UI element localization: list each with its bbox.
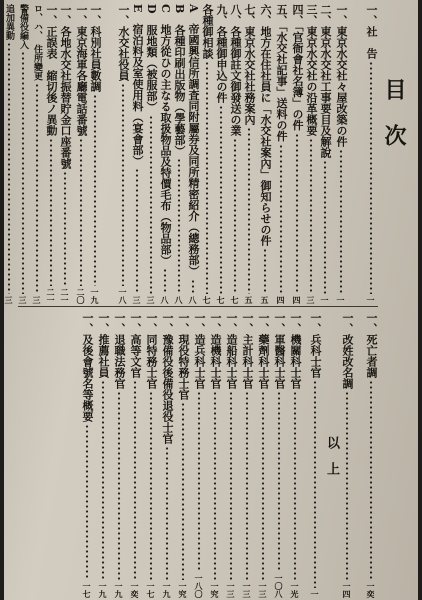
toc-entry bbox=[4, 4, 16, 304]
toc-entry bbox=[30, 4, 44, 304]
dot-leader bbox=[228, 138, 242, 294]
toc-entry-title: 一、改姓改名調 bbox=[341, 312, 354, 389]
toc-entry-title: 七、東京水交社社務案內 bbox=[243, 4, 256, 125]
toc-entry-title: 五、「水交社記事」送料の件 bbox=[275, 4, 288, 142]
dot-leader bbox=[144, 115, 158, 294]
dot-leader bbox=[304, 138, 318, 294]
dot-leader bbox=[44, 138, 58, 286]
toc-entry-title: B 各種印刷出版物（學藝部） bbox=[173, 4, 186, 157]
toc-entry-page: 五 bbox=[260, 296, 270, 304]
dot-leader bbox=[192, 391, 206, 572]
document-page bbox=[4, 0, 418, 600]
toc-entry bbox=[44, 4, 58, 304]
toc-entry-page: 一四 bbox=[342, 582, 352, 598]
toc-entry bbox=[228, 4, 242, 304]
dot-leader bbox=[160, 446, 174, 580]
toc-entry-page: 一三 bbox=[242, 582, 252, 598]
toc-entry-page: 一九 bbox=[162, 582, 172, 598]
toc-entry bbox=[290, 4, 304, 304]
toc-entry-title: 一、造機科士官 bbox=[209, 312, 222, 389]
toc-entry bbox=[186, 4, 200, 304]
toc-entry-page: 一九 bbox=[90, 288, 100, 304]
dot-leader bbox=[130, 168, 144, 294]
dot-leader bbox=[318, 160, 332, 294]
toc-entry bbox=[176, 312, 190, 598]
toc-entry bbox=[308, 312, 322, 598]
dot-leader bbox=[158, 268, 172, 294]
toc-entry-title: 一、藥劑科士官 bbox=[257, 312, 270, 389]
toc-upper-section bbox=[4, 4, 378, 304]
toc-entry-title: 一、各地水交社振替貯金口座番號 bbox=[59, 4, 72, 169]
toc-entry bbox=[288, 312, 302, 598]
dot-leader bbox=[214, 105, 228, 294]
toc-entry bbox=[242, 4, 256, 304]
toc-entry bbox=[240, 312, 254, 598]
toc-entry-page: 一三 bbox=[258, 582, 268, 598]
toc-entry-title: 八、各種御註文御發送の業 bbox=[229, 4, 242, 136]
toc-entry-page: 七 bbox=[202, 296, 212, 304]
toc-entry bbox=[256, 312, 270, 598]
dot-leader bbox=[88, 94, 102, 286]
dot-leader bbox=[74, 138, 88, 286]
dot-leader bbox=[256, 391, 270, 580]
toc-entry-title: ロ、ハ、 住所變更 bbox=[32, 4, 42, 81]
toc-entry-page: 一七 bbox=[82, 582, 92, 598]
toc-entry bbox=[304, 4, 318, 304]
toc-entry bbox=[318, 4, 332, 304]
toc-entry-page: 一九 bbox=[98, 582, 108, 598]
section-divider bbox=[18, 306, 378, 307]
toc-entry-title: 二、東京水交社工事要目及解說 bbox=[319, 4, 332, 158]
toc-entry-title: 九、各種御申込の件 bbox=[215, 4, 228, 103]
dot-leader bbox=[16, 51, 30, 294]
toc-entry bbox=[130, 4, 144, 304]
toc-lower-section bbox=[10, 312, 378, 598]
dot-leader bbox=[340, 391, 354, 580]
dot-leader bbox=[364, 380, 378, 580]
toc-entry bbox=[96, 312, 110, 598]
toc-entry-page: 一〇八 bbox=[274, 574, 284, 598]
dot-leader bbox=[308, 380, 322, 588]
toc-entry-title: A 帝國興信所調査同附屬券及同所精密紹介（總務部） bbox=[187, 4, 200, 277]
toc-entry bbox=[144, 4, 158, 304]
toc-entry-page: 一 bbox=[310, 590, 320, 598]
toc-entry-title: 四、「官衙會社名簿」の件 bbox=[291, 4, 304, 131]
toc-entry bbox=[324, 312, 338, 598]
toc-entry-page: 七 bbox=[230, 296, 240, 304]
toc-entry-title: 一、機關科士官 bbox=[289, 312, 302, 389]
toc-entry-page: 一 bbox=[366, 296, 376, 304]
toc-entry bbox=[192, 312, 206, 598]
dot-leader bbox=[272, 391, 286, 572]
dot-leader bbox=[290, 133, 304, 295]
toc-entry-page: 八 bbox=[174, 296, 184, 304]
dot-leader bbox=[224, 391, 238, 580]
toc-entry-title: 三、東京水交社の沿革概要 bbox=[305, 4, 318, 136]
page-title: 目次 bbox=[381, 78, 407, 170]
toc-entry bbox=[158, 4, 172, 304]
toc-entry-page: 八 bbox=[160, 296, 170, 304]
dot-leader bbox=[144, 391, 158, 580]
toc-entry-page: 一 bbox=[336, 296, 346, 304]
toc-entry-title: 一、正誤表 縮切後ノ異動 bbox=[45, 4, 58, 136]
toc-entry bbox=[214, 4, 228, 304]
dot-leader bbox=[258, 248, 272, 294]
toc-entry-title: 警備役編入 bbox=[18, 4, 28, 49]
toc-entry-title: 一、軍醫科士官 bbox=[273, 312, 286, 389]
toc-entry bbox=[16, 4, 30, 304]
toc-entry-page: 三 bbox=[306, 296, 316, 304]
dot-leader bbox=[116, 83, 130, 286]
toc-entry-page: 三 bbox=[32, 296, 42, 304]
toc-entry-page: 三 bbox=[146, 296, 156, 304]
toc-entry-title: 一、同特務士官 bbox=[145, 312, 158, 389]
toc-entry bbox=[274, 4, 288, 304]
toc-entry bbox=[88, 4, 102, 304]
toc-entry bbox=[334, 4, 348, 304]
dot-leader bbox=[334, 149, 348, 294]
toc-entry-title: 六、地方在住社員に「水交社案內」御知らせの件 bbox=[259, 4, 272, 246]
dot-leader bbox=[274, 144, 288, 295]
toc-entry-title: 一、造兵科士官 bbox=[193, 312, 206, 389]
toc-entry-page: 二〇 bbox=[76, 288, 86, 304]
toc-entry-page: 一究 bbox=[178, 582, 188, 598]
toc-entry-page: 四 bbox=[276, 296, 286, 304]
toc-entry-page: 三 bbox=[4, 296, 14, 304]
toc-entry-page: 一究 bbox=[210, 582, 220, 598]
toc-entry bbox=[172, 4, 186, 304]
toc-entry bbox=[272, 312, 286, 598]
toc-entry-page: 一光 bbox=[290, 582, 300, 598]
toc-entry-title: 一、社 告 bbox=[365, 4, 378, 59]
toc-entry-page: 二一 bbox=[60, 288, 70, 304]
dot-leader bbox=[30, 83, 44, 295]
dot-leader bbox=[96, 380, 110, 580]
dot-leader bbox=[80, 424, 94, 580]
toc-entry-title: 一、造船科士官 bbox=[225, 312, 238, 389]
toc-entry bbox=[208, 312, 222, 598]
toc-entry bbox=[340, 312, 354, 598]
dot-leader bbox=[112, 391, 126, 580]
toc-entry-page: 一奕 bbox=[366, 582, 376, 598]
dot-leader bbox=[4, 42, 16, 294]
toc-entry bbox=[200, 4, 214, 304]
dot-leader bbox=[208, 391, 222, 580]
toc-entry-title: 一、主計科士官 bbox=[241, 312, 254, 389]
dot-leader bbox=[172, 158, 186, 294]
toc-entry-title: D 服地類（被服部） bbox=[145, 4, 158, 113]
toc-entry-title: 一、及後會號名等概要 bbox=[81, 312, 94, 422]
dot-leader bbox=[128, 380, 142, 580]
toc-entry-title: 一、推薦社員 bbox=[97, 312, 110, 378]
toc-entry-title: 一、死亡者調 bbox=[365, 312, 378, 378]
toc-entry-page: 一八〇 bbox=[194, 574, 204, 598]
toc-entry bbox=[224, 312, 238, 598]
toc-entry-page: 一九 bbox=[114, 582, 124, 598]
toc-entry-page: 八 bbox=[188, 296, 198, 304]
toc-entry bbox=[80, 312, 94, 598]
toc-entry bbox=[258, 4, 272, 304]
toc-entry-title: 一、東京水交社々屋改築の件 bbox=[335, 4, 348, 147]
dot-leader bbox=[240, 391, 254, 580]
toc-entry-title: 一、豫備役後備役退役士官 bbox=[161, 312, 174, 444]
toc-entry-page: 三 bbox=[18, 296, 28, 304]
toc-entry-page: 七 bbox=[216, 296, 226, 304]
toc-entry-title: 一、水交社役員 bbox=[117, 4, 130, 81]
toc-entry-page: 二一 bbox=[46, 288, 56, 304]
toc-entry bbox=[116, 4, 130, 304]
toc-entry bbox=[160, 312, 174, 598]
toc-entry bbox=[58, 4, 72, 304]
toc-entry-title: 一、科別社員數調 bbox=[89, 4, 102, 92]
toc-entry-title: 以 上 bbox=[324, 435, 339, 475]
toc-entry-title: 一、東京海軍各廳電話番號 bbox=[75, 4, 88, 136]
toc-entry bbox=[364, 312, 378, 598]
toc-entry bbox=[128, 312, 142, 598]
toc-entry-page: 一八 bbox=[118, 288, 128, 304]
toc-entry-page: 三 bbox=[132, 296, 142, 304]
toc-entry-title: E 宿泊料及室使用料（宴會部） bbox=[131, 4, 144, 167]
dot-leader bbox=[58, 171, 72, 286]
dot-leader bbox=[288, 391, 302, 580]
toc-entry-page: 四 bbox=[292, 296, 302, 304]
dot-leader bbox=[200, 61, 214, 294]
toc-entry-page: 五 bbox=[244, 296, 254, 304]
toc-entry-title: C 地方從ひの主なる取扱物品及特價毛布（物品部） bbox=[159, 4, 172, 266]
toc-entry-page: 一奕 bbox=[130, 582, 140, 598]
toc-entry-page: 一三 bbox=[226, 582, 236, 598]
toc-entry bbox=[74, 4, 88, 304]
toc-entry bbox=[364, 4, 378, 304]
toc-entry-page: 一 bbox=[320, 296, 330, 304]
toc-entry-title: 一、兵科士官 bbox=[309, 312, 322, 378]
toc-entry bbox=[144, 312, 158, 598]
toc-entry bbox=[112, 312, 126, 598]
toc-entry-title: 一、高等文官 bbox=[129, 312, 142, 378]
toc-entry-page: 一七 bbox=[146, 582, 156, 598]
dot-leader bbox=[176, 402, 190, 580]
toc-entry-title: 各種御相談 bbox=[201, 4, 214, 59]
dot-leader bbox=[242, 127, 256, 294]
toc-entry-title: 一、退職法務官 bbox=[113, 312, 126, 389]
toc-entry-title: 一、現役特務士官 bbox=[177, 312, 190, 400]
dot-leader bbox=[364, 61, 378, 294]
toc-entry-title: 追加異動 bbox=[4, 4, 14, 40]
dot-leader bbox=[186, 279, 200, 294]
